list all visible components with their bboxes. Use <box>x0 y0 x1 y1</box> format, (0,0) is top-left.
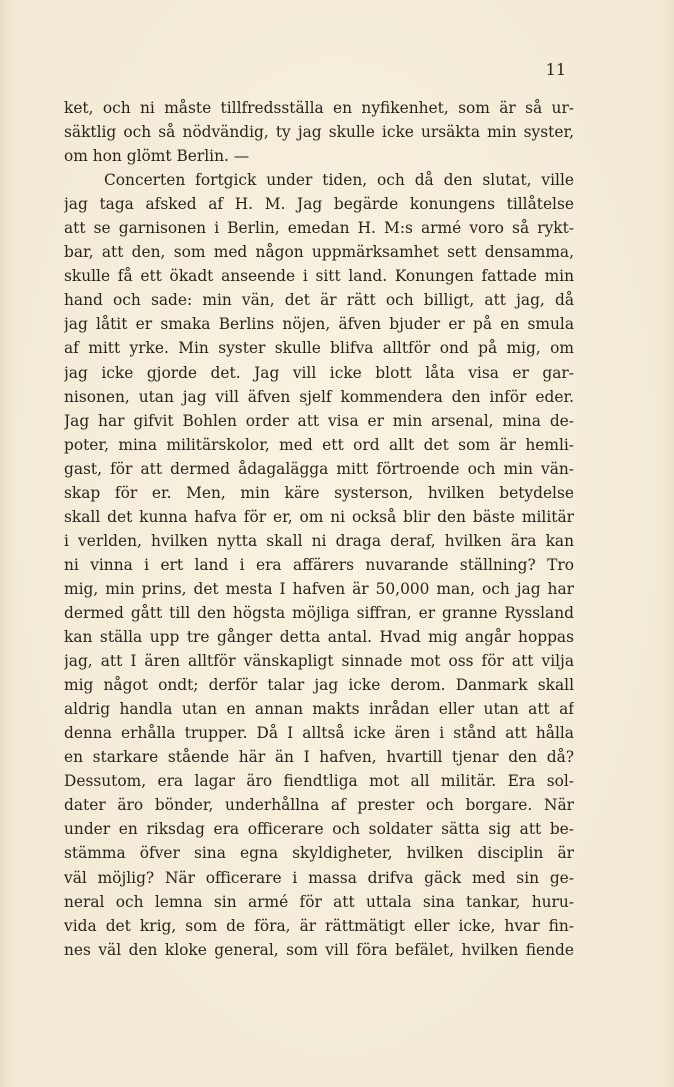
text-line: Jag har gifvit Bohlen order att visa er min arsenal, mina de- <box>64 411 574 430</box>
text-line: mig, min prins, det mesta I hafven är 50,000 man, och jag har <box>64 579 574 598</box>
text-line: nisonen, utan jag vill äfven sjelf kommendera den inför eder. <box>64 387 574 406</box>
text-line: skap för er. Men, min käre systerson, hvilken betydelse <box>64 483 574 502</box>
text-line: en starkare stående här än I hafven, hvartill tjenar den då? <box>64 748 574 767</box>
text-line: jag, att I ären alltför vänskapligt sinnade mot oss för att vilja <box>64 652 574 671</box>
text-line: under en riksdag era officerare och soldater sätta sig att be- <box>64 820 574 839</box>
text-line: i verlden, hvilken nytta skall ni draga deraf, hvilken ära kan <box>64 531 574 550</box>
text-line: skulle få ett ökadt anseende i sitt land. Konungen fattade min <box>64 267 574 286</box>
text-line: säktlig och så nödvändig, ty jag skulle icke ursäkta min syster, <box>64 123 574 142</box>
page-number: 11 <box>545 60 566 79</box>
body-text <box>64 96 574 962</box>
text-line: hand och sade: min vän, det är rätt och billigt, att jag, då <box>64 291 574 310</box>
text-line: af mitt yrke. Min syster skulle blifva alltför ond på mig, om <box>64 339 574 358</box>
text-line: Dessutom, era lagar äro fiendtliga mot all militär. Era sol- <box>64 772 574 791</box>
text-line: ket, och ni måste tillfredsställa en nyfikenhet, som är så ur- <box>64 99 574 117</box>
text-line: dermed gått till den högsta möjliga siffran, er granne Ryssland <box>64 603 574 622</box>
text-line: aldrig handla utan en annan makts inrådan eller utan att af <box>64 700 574 719</box>
text-line: vida det krig, som de föra, är rättmätigt eller icke, hvar fin- <box>64 916 574 935</box>
text-line: bar, att den, som med någon uppmärksamhet sett densamma, <box>64 243 574 262</box>
text-line: mig något ondt; derför talar jag icke derom. Danmark skall <box>64 676 574 695</box>
text-line: denna erhålla trupper. Då I alltså icke ären i stånd att hålla <box>64 724 574 743</box>
text-line: poter, mina militärskolor, med ett ord allt det som är hemli- <box>64 435 574 454</box>
text-line: jag låtit er smaka Berlins nöjen, äfven bjuder er på en smula <box>64 315 574 334</box>
text-line: dater äro bönder, underhållna af prester och borgare. När <box>64 796 574 815</box>
text-line: om hon glömt Berlin. — <box>64 147 250 166</box>
text-line: ni vinna i ert land i era affärers nuvarande ställning? Tro <box>64 555 574 574</box>
text-line: väl möjlig? När officerare i massa drifva gäck med sin ge- <box>64 868 574 887</box>
text-line: stämma öfver sina egna skyldigheter, hvilken disciplin är <box>64 844 574 863</box>
text-line: jag taga afsked af H. M. Jag begärde konungens tillåtelse <box>64 195 574 214</box>
text-line: skall det kunna hafva för er, om ni också blir den bäste militär <box>64 507 574 526</box>
text-line: Concerten fortgick under tiden, och då den slutat, ville <box>104 171 574 190</box>
text-line: jag icke gjorde det. Jag vill icke blott låta visa er gar- <box>64 363 574 382</box>
text-line: kan ställa upp tre gånger detta antal. Hvad mig angår hoppas <box>64 628 574 647</box>
text-line: gast, för att dermed ådagalägga mitt förtroende och min vän- <box>64 459 574 478</box>
text-line: nes väl den kloke general, som vill föra befälet, hvilken fiende <box>64 940 574 959</box>
text-line: att se garnisonen i Berlin, emedan H. M:s armé voro så rykt- <box>64 219 574 238</box>
text-line: neral och lemna sin armé för att uttala sina tankar, huru- <box>64 892 574 911</box>
